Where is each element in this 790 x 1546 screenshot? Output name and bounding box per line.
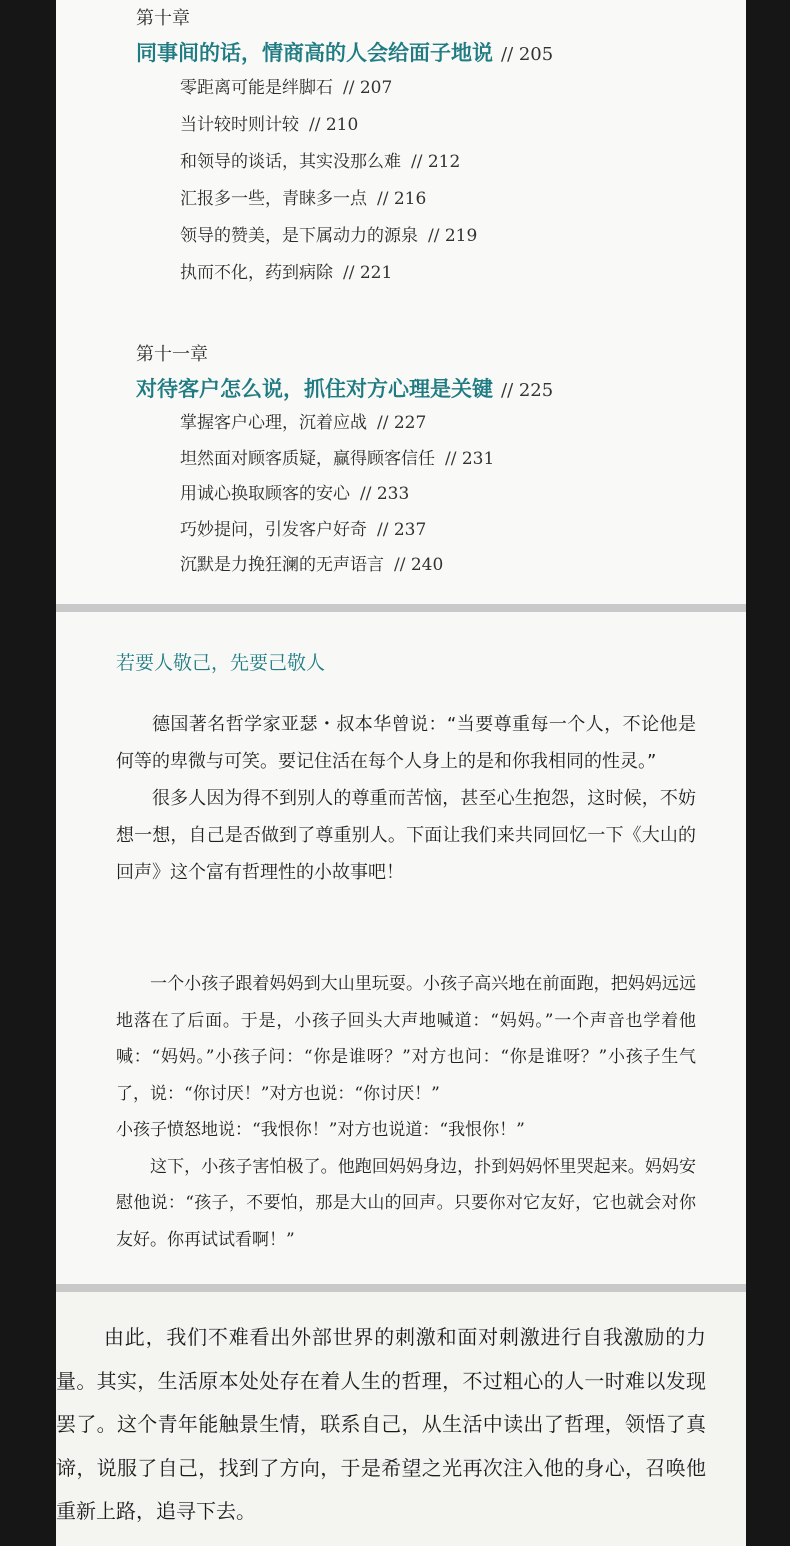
panel-divider [56, 1284, 746, 1292]
toc-entry-label: 领导的赞美，是下属动力的源泉 [180, 226, 418, 246]
toc-entry-page: // 240 [394, 555, 444, 575]
paragraph: 由此，我们不难看出外部世界的刺激和面对刺激进行自我激励的力量。其实，生活原本处处存在着人生的哲理，不过粗心的人一时难以发现罢了。这个青年能触景生情，联系自己，从生活中读出了哲理，领悟了真谛，说服了自己，找到了方向，于是希望之光再次注入他的身心，召唤他重新上路，追寻下去。 [56, 1325, 706, 1523]
toc-entry-page: // 227 [377, 413, 427, 433]
closing-body [56, 1316, 706, 1534]
toc-entry-page: // 210 [309, 115, 359, 135]
toc-entry[interactable] [180, 477, 736, 513]
toc-entry[interactable] [180, 406, 736, 442]
chapter-number: 第十章 [136, 8, 190, 29]
story-quote [116, 966, 696, 1258]
toc-entry[interactable] [180, 107, 736, 144]
chapter-title[interactable] [136, 36, 736, 70]
chapter-11 [136, 342, 736, 584]
chapter-10 [136, 6, 736, 292]
toc-entry-label: 汇报多一些，青睐多一点 [180, 189, 367, 209]
toc-entry-page: // 212 [411, 152, 461, 172]
toc-entry-label: 零距离可能是绊脚石 [180, 78, 333, 98]
toc-entry[interactable] [180, 70, 736, 107]
section-list [136, 70, 736, 292]
toc-entry-label: 巧妙提问，引发客户好奇 [180, 519, 367, 540]
chapter-title-text: 同事间的话，情商高的人会给面子地说 [136, 40, 493, 65]
frame-left [0, 0, 56, 1546]
toc-entry-label: 和领导的谈话，其实没那么难 [180, 152, 401, 172]
chapter-title[interactable] [136, 372, 736, 406]
toc-entry-page: // 233 [360, 484, 410, 504]
closing-panel [56, 1292, 746, 1546]
toc-entry-label: 当计较时则计较 [180, 115, 299, 135]
toc-entry-page: // 237 [377, 519, 427, 540]
panel-divider [56, 604, 746, 612]
paragraph: 很多人因为得不到别人的尊重而苦恼，甚至心生抱怨，这时候，不妨想一想，自己是否做到了尊重别人。下面让我们来共同回忆一下《大山的回声》这个富有哲理性的小故事吧！ [116, 788, 696, 883]
chapter-page: // 205 [501, 44, 554, 65]
toc-panel [56, 0, 746, 604]
chapter-page: // 225 [501, 380, 554, 401]
toc-entry-page: // 221 [343, 263, 393, 283]
toc-entry-label: 坦然面对顾客质疑，赢得顾客信任 [180, 448, 435, 469]
frame-right [746, 0, 790, 1546]
toc-entry[interactable] [180, 548, 736, 584]
section-heading: 若要人敬己，先要己敬人 [116, 652, 326, 674]
story-paragraph: 一个小孩子跟着妈妈到大山里玩耍。小孩子高兴地在前面跑，把妈妈远远地落在了后面。于是，小孩子回头大声地喊道：“妈妈。”一个声音也学着他喊：“妈妈。”小孩子问：“你是谁呀？”对方也问：“你是谁呀？”小孩子生气了，说：“你讨厌！”对方也说：“你讨厌！” [116, 974, 696, 1104]
excerpt-body [116, 706, 696, 891]
toc-entry[interactable] [180, 218, 736, 255]
toc-entry-page: // 219 [428, 226, 478, 246]
toc-entry[interactable] [180, 442, 736, 478]
section-list [136, 406, 736, 584]
toc-entry-page: // 207 [343, 78, 393, 98]
story-paragraph: 小孩子愤怒地说：“我恨你！”对方也说道：“我恨你！” [116, 1120, 525, 1140]
toc-entry[interactable] [180, 181, 736, 218]
toc-entry[interactable] [180, 144, 736, 181]
paragraph: 德国著名哲学家亚瑟・叔本华曾说：“当要尊重每一个人，不论他是何等的卑微与可笑。要记住活在每个人身上的是和你我相同的性灵。” [116, 714, 696, 772]
toc-entry-label: 执而不化，药到病除 [180, 263, 333, 283]
toc-entry[interactable] [180, 513, 736, 549]
toc-entry-page: // 231 [445, 448, 495, 469]
chapter-title-text: 对待客户怎么说，抓住对方心理是关键 [136, 376, 493, 401]
toc-entry-label: 用诚心换取顾客的安心 [180, 484, 350, 504]
toc-entry-page: // 216 [377, 189, 427, 209]
toc-entry[interactable] [180, 255, 736, 292]
toc-entry-label: 掌握客户心理，沉着应战 [180, 413, 367, 433]
chapter-number: 第十一章 [136, 344, 208, 365]
story-paragraph: 这下，小孩子害怕极了。他跑回妈妈身边，扑到妈妈怀里哭起来。妈妈安慰他说：“孩子，不要怕，那是大山的回声。只要你对它友好，它也就会对你友好。你再试试看啊！” [116, 1156, 696, 1250]
excerpt-panel [56, 612, 746, 1284]
toc-entry-label: 沉默是力挽狂澜的无声语言 [180, 555, 384, 575]
